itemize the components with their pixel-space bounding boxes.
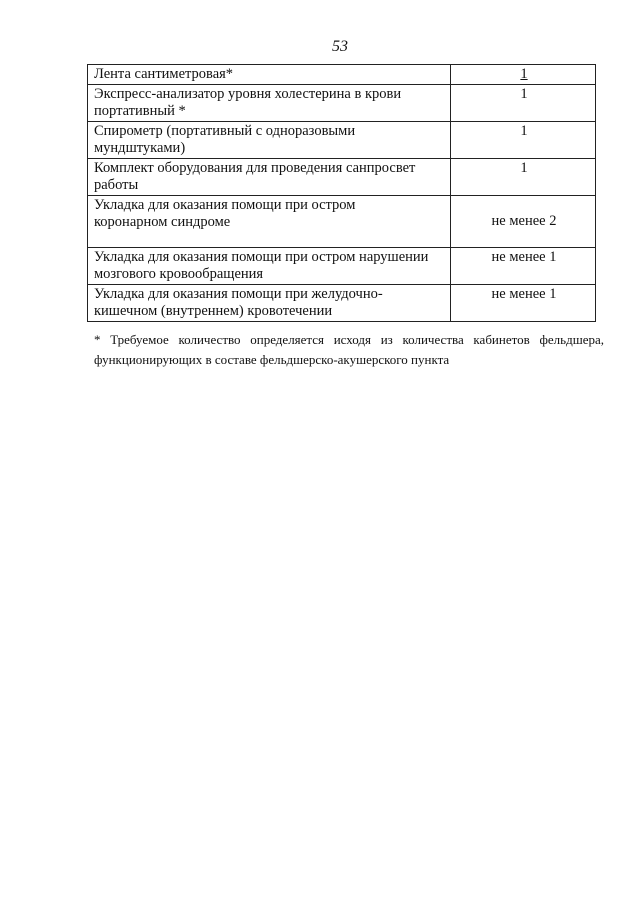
page-number: 53 (332, 38, 348, 55)
item-name-line: портативный * (94, 103, 186, 119)
item-name-line: Лента сантиметровая* (94, 66, 234, 82)
table-row (88, 122, 596, 159)
item-quantity: 1 (451, 85, 596, 122)
table-row (88, 65, 596, 85)
item-name (88, 85, 451, 122)
item-name-line: Экспресс-анализатор уровня холестерина в крови (94, 86, 402, 102)
table-row (88, 85, 596, 122)
item-quantity: 1 (451, 122, 596, 159)
item-name (88, 196, 451, 248)
footnote-line: функционирующих в составе фельдшерско-акушерского пункта (94, 352, 450, 367)
item-name (88, 122, 451, 159)
item-name (88, 65, 451, 85)
table-row (88, 285, 596, 322)
item-quantity: 1 (451, 159, 596, 196)
item-quantity-value: 1 (520, 66, 528, 82)
item-name-line: кишечном (внутреннем) кровотечении (94, 303, 333, 319)
item-name-line: Спирометр (портативный с одноразовыми (94, 123, 356, 139)
table-row (88, 196, 596, 248)
item-name (88, 248, 451, 285)
item-quantity: не менее 2 (451, 196, 596, 248)
item-quantity (451, 65, 596, 85)
equipment-table (87, 64, 596, 322)
table-row (88, 159, 596, 196)
item-name (88, 159, 451, 196)
item-name-line: Укладка для оказания помощи при желудочно- (94, 286, 383, 302)
item-name-line: Комплект оборудования для проведения санпросвет (94, 160, 416, 176)
item-name-line: мозгового кровообращения (94, 266, 264, 282)
table-row (88, 248, 596, 285)
item-quantity: не менее 1 (451, 285, 596, 322)
item-name-line: работы (94, 177, 139, 193)
footnote-line: * Требуемое количество определяется исходя из количества кабинетов фельдшера, (94, 332, 604, 347)
item-name-line: коронарном синдроме (94, 214, 231, 230)
item-quantity: не менее 1 (451, 248, 596, 285)
item-name-line: мундштуками) (94, 140, 186, 156)
item-name-line: Укладка для оказания помощи при остром нарушении (94, 249, 429, 265)
footnote (94, 330, 604, 370)
item-name-line: Укладка для оказания помощи при остром (94, 197, 356, 213)
item-name (88, 285, 451, 322)
